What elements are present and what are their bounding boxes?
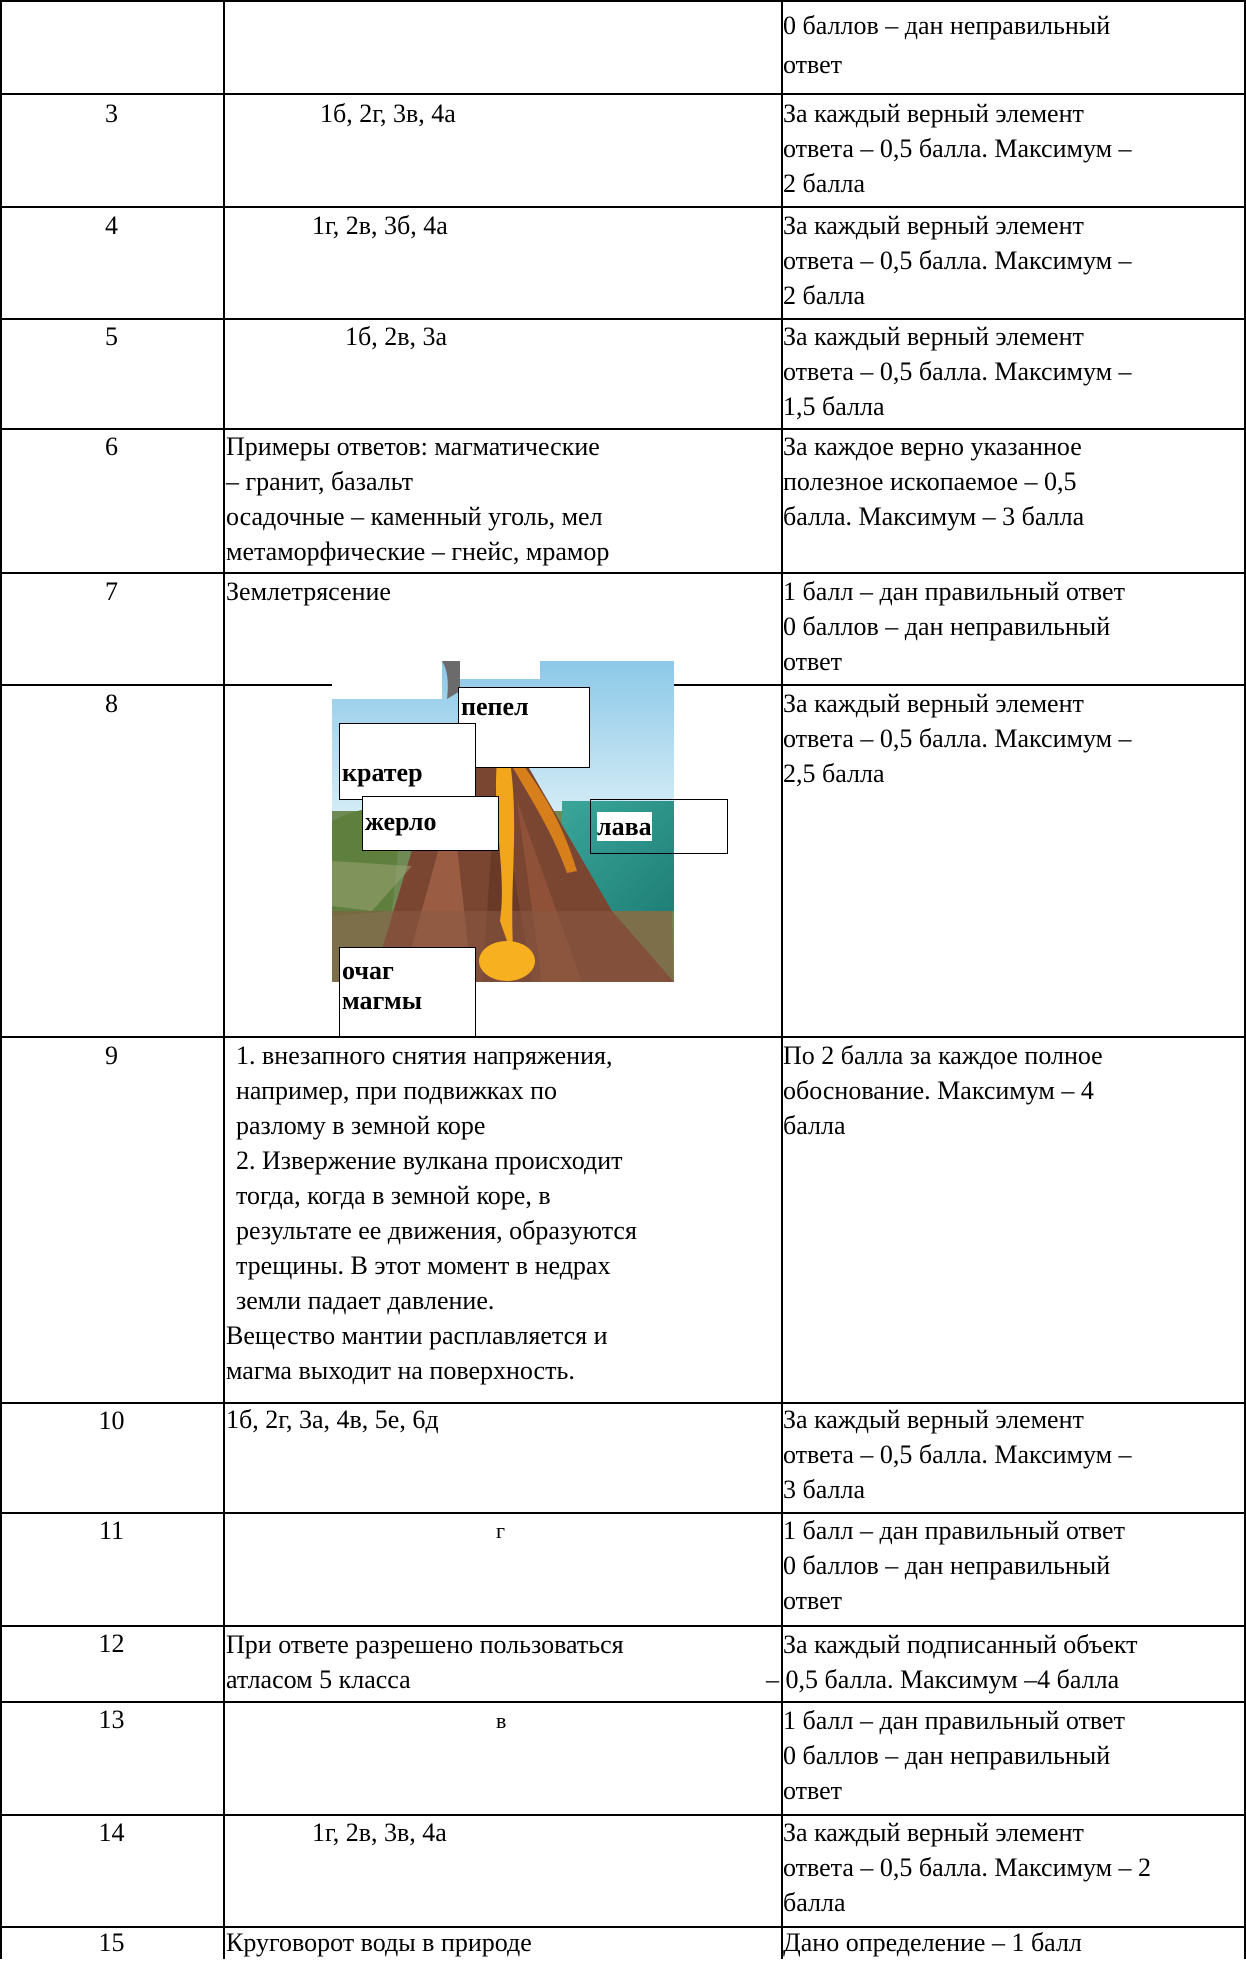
criteria-line: – 0,5 балла. Максимум –4 балла: [766, 1665, 1120, 1694]
answer-line: Вещество мантии расплавляется и: [226, 1321, 608, 1350]
criteria-line: За каждый верный элемент: [783, 99, 1084, 128]
answer-line: земли падает давление.: [236, 1286, 495, 1315]
answer-line: 1б, 2в, 3а: [345, 322, 448, 351]
answer-line: – гранит, базальт: [226, 467, 413, 496]
criteria-line: балла. Максимум – 3 балла: [783, 502, 1085, 531]
label-ash: [458, 687, 590, 768]
answer-line: тогда, когда в земной коре, в: [236, 1181, 551, 1210]
label-text: жерло: [365, 807, 437, 836]
criteria-line: 2 балла: [783, 169, 865, 198]
task-number: 12: [98, 1629, 125, 1658]
answer-line: трещины. В этот момент в недрах: [236, 1251, 611, 1280]
criteria-line: По 2 балла за каждое полное: [783, 1041, 1103, 1070]
answer-line: 1г, 2в, 3б, 4а: [312, 211, 448, 240]
criteria-line: балла: [783, 1111, 846, 1140]
criteria-line: 2,5 балла: [783, 759, 885, 788]
task-number: 15: [98, 1928, 125, 1957]
answer-line: 2. Извержение вулкана происходит: [236, 1146, 623, 1175]
answer-line: 1г, 2в, 3в, 4а: [312, 1818, 447, 1847]
criteria-line: Дано определение – 1 балл: [783, 1928, 1082, 1957]
criteria-line: 1 балл – дан правильный ответ: [783, 1516, 1125, 1545]
criteria-line: ответ: [783, 50, 843, 79]
answer-line: например, при подвижках по: [236, 1076, 558, 1105]
criteria-line: 0 баллов – дан неправильный: [783, 612, 1111, 641]
criteria-line: За каждый верный элемент: [783, 689, 1084, 718]
answer-line: Примеры ответов: магматические: [226, 432, 600, 461]
label-text: очаг: [342, 956, 394, 985]
criteria-line: балла: [783, 1888, 846, 1917]
task-number: 9: [105, 1041, 118, 1070]
label-text: лава: [597, 812, 652, 841]
criteria-line: полезное ископаемое – 0,5: [783, 467, 1077, 496]
row-divider: [0, 93, 1246, 95]
task-number: 10: [98, 1406, 125, 1435]
criteria-line: 2 балла: [783, 281, 865, 310]
answer-line: 1б, 2г, 3в, 4а: [320, 99, 456, 128]
criteria-line: ответа – 0,5 балла. Максимум –: [783, 1440, 1132, 1469]
criteria-line: ответ: [783, 1776, 843, 1805]
criteria-line: 0 баллов – дан неправильный: [783, 1551, 1111, 1580]
task-number: 3: [105, 99, 118, 128]
answer-line: разлому в земной коре: [236, 1111, 486, 1140]
label-text: магмы: [342, 986, 423, 1015]
criteria-line: За каждый верный элемент: [783, 322, 1084, 351]
table-border-left: [0, 0, 2, 1959]
answer-line: г: [496, 1518, 506, 1543]
table-border-top: [0, 0, 1246, 2]
task-number: 5: [105, 322, 118, 351]
answer-line: осадочные – каменный уголь, мел: [226, 502, 603, 531]
criteria-line: За каждый подписанный объект: [783, 1630, 1138, 1659]
label-lava: [590, 799, 728, 854]
answer-line: 1б, 2г, 3а, 4в, 5е, 6д: [226, 1405, 439, 1434]
criteria-line: За каждое верно указанное: [783, 432, 1082, 461]
criteria-line: 1 балл – дан правильный ответ: [783, 577, 1125, 606]
label-vent: [362, 796, 499, 851]
answer-line: метаморфические – гнейс, мрамор: [226, 537, 610, 566]
criteria-line: обоснование. Максимум – 4: [783, 1076, 1094, 1105]
column-divider: [223, 0, 225, 1959]
answer-line: При ответе разрешено пользоваться: [226, 1630, 624, 1659]
label-text: кратер: [342, 758, 423, 787]
criteria-line: ответа – 0,5 балла. Максимум –: [783, 246, 1132, 275]
criteria-line: 1 балл – дан правильный ответ: [783, 1706, 1125, 1735]
criteria-line: ответ: [783, 647, 843, 676]
criteria-line: ответ: [783, 1586, 843, 1615]
criteria-line: ответа – 0,5 балла. Максимум –: [783, 724, 1132, 753]
criteria-line: 0 баллов – дан неправильный: [783, 11, 1111, 40]
task-number: 8: [105, 689, 118, 718]
answer-line: в: [496, 1708, 507, 1733]
answer-line: атласом 5 класса: [226, 1665, 411, 1694]
criteria-line: За каждый верный элемент: [783, 1405, 1084, 1434]
label-text: пепел: [461, 692, 529, 721]
answer-line: Круговорот воды в природе: [226, 1928, 532, 1957]
label-crater: [339, 723, 476, 800]
criteria-line: За каждый верный элемент: [783, 211, 1084, 240]
answer-line: 1. внезапного снятия напряжения,: [236, 1041, 613, 1070]
criteria-line: ответа – 0,5 балла. Максимум – 2: [783, 1853, 1152, 1882]
label-magma-chamber: [339, 947, 476, 1037]
criteria-line: ответа – 0,5 балла. Максимум –: [783, 134, 1132, 163]
task-number: 4: [105, 211, 118, 240]
criteria-line: ответа – 0,5 балла. Максимум –: [783, 357, 1132, 386]
task-number: 7: [105, 577, 118, 606]
criteria-line: 3 балла: [783, 1475, 865, 1504]
task-number: 13: [98, 1705, 125, 1734]
criteria-line: 0 баллов – дан неправильный: [783, 1741, 1111, 1770]
criteria-line: За каждый верный элемент: [783, 1818, 1084, 1847]
volcano-diagram: [332, 661, 674, 1015]
task-number: 14: [98, 1818, 125, 1847]
criteria-line: 1,5 балла: [783, 392, 885, 421]
answer-line: результате ее движения, образуются: [236, 1216, 637, 1245]
task-number: 11: [98, 1516, 125, 1545]
answer-line: Землетрясение: [226, 577, 391, 606]
answer-line: магма выходит на поверхность.: [226, 1356, 575, 1385]
task-number: 6: [105, 432, 118, 461]
